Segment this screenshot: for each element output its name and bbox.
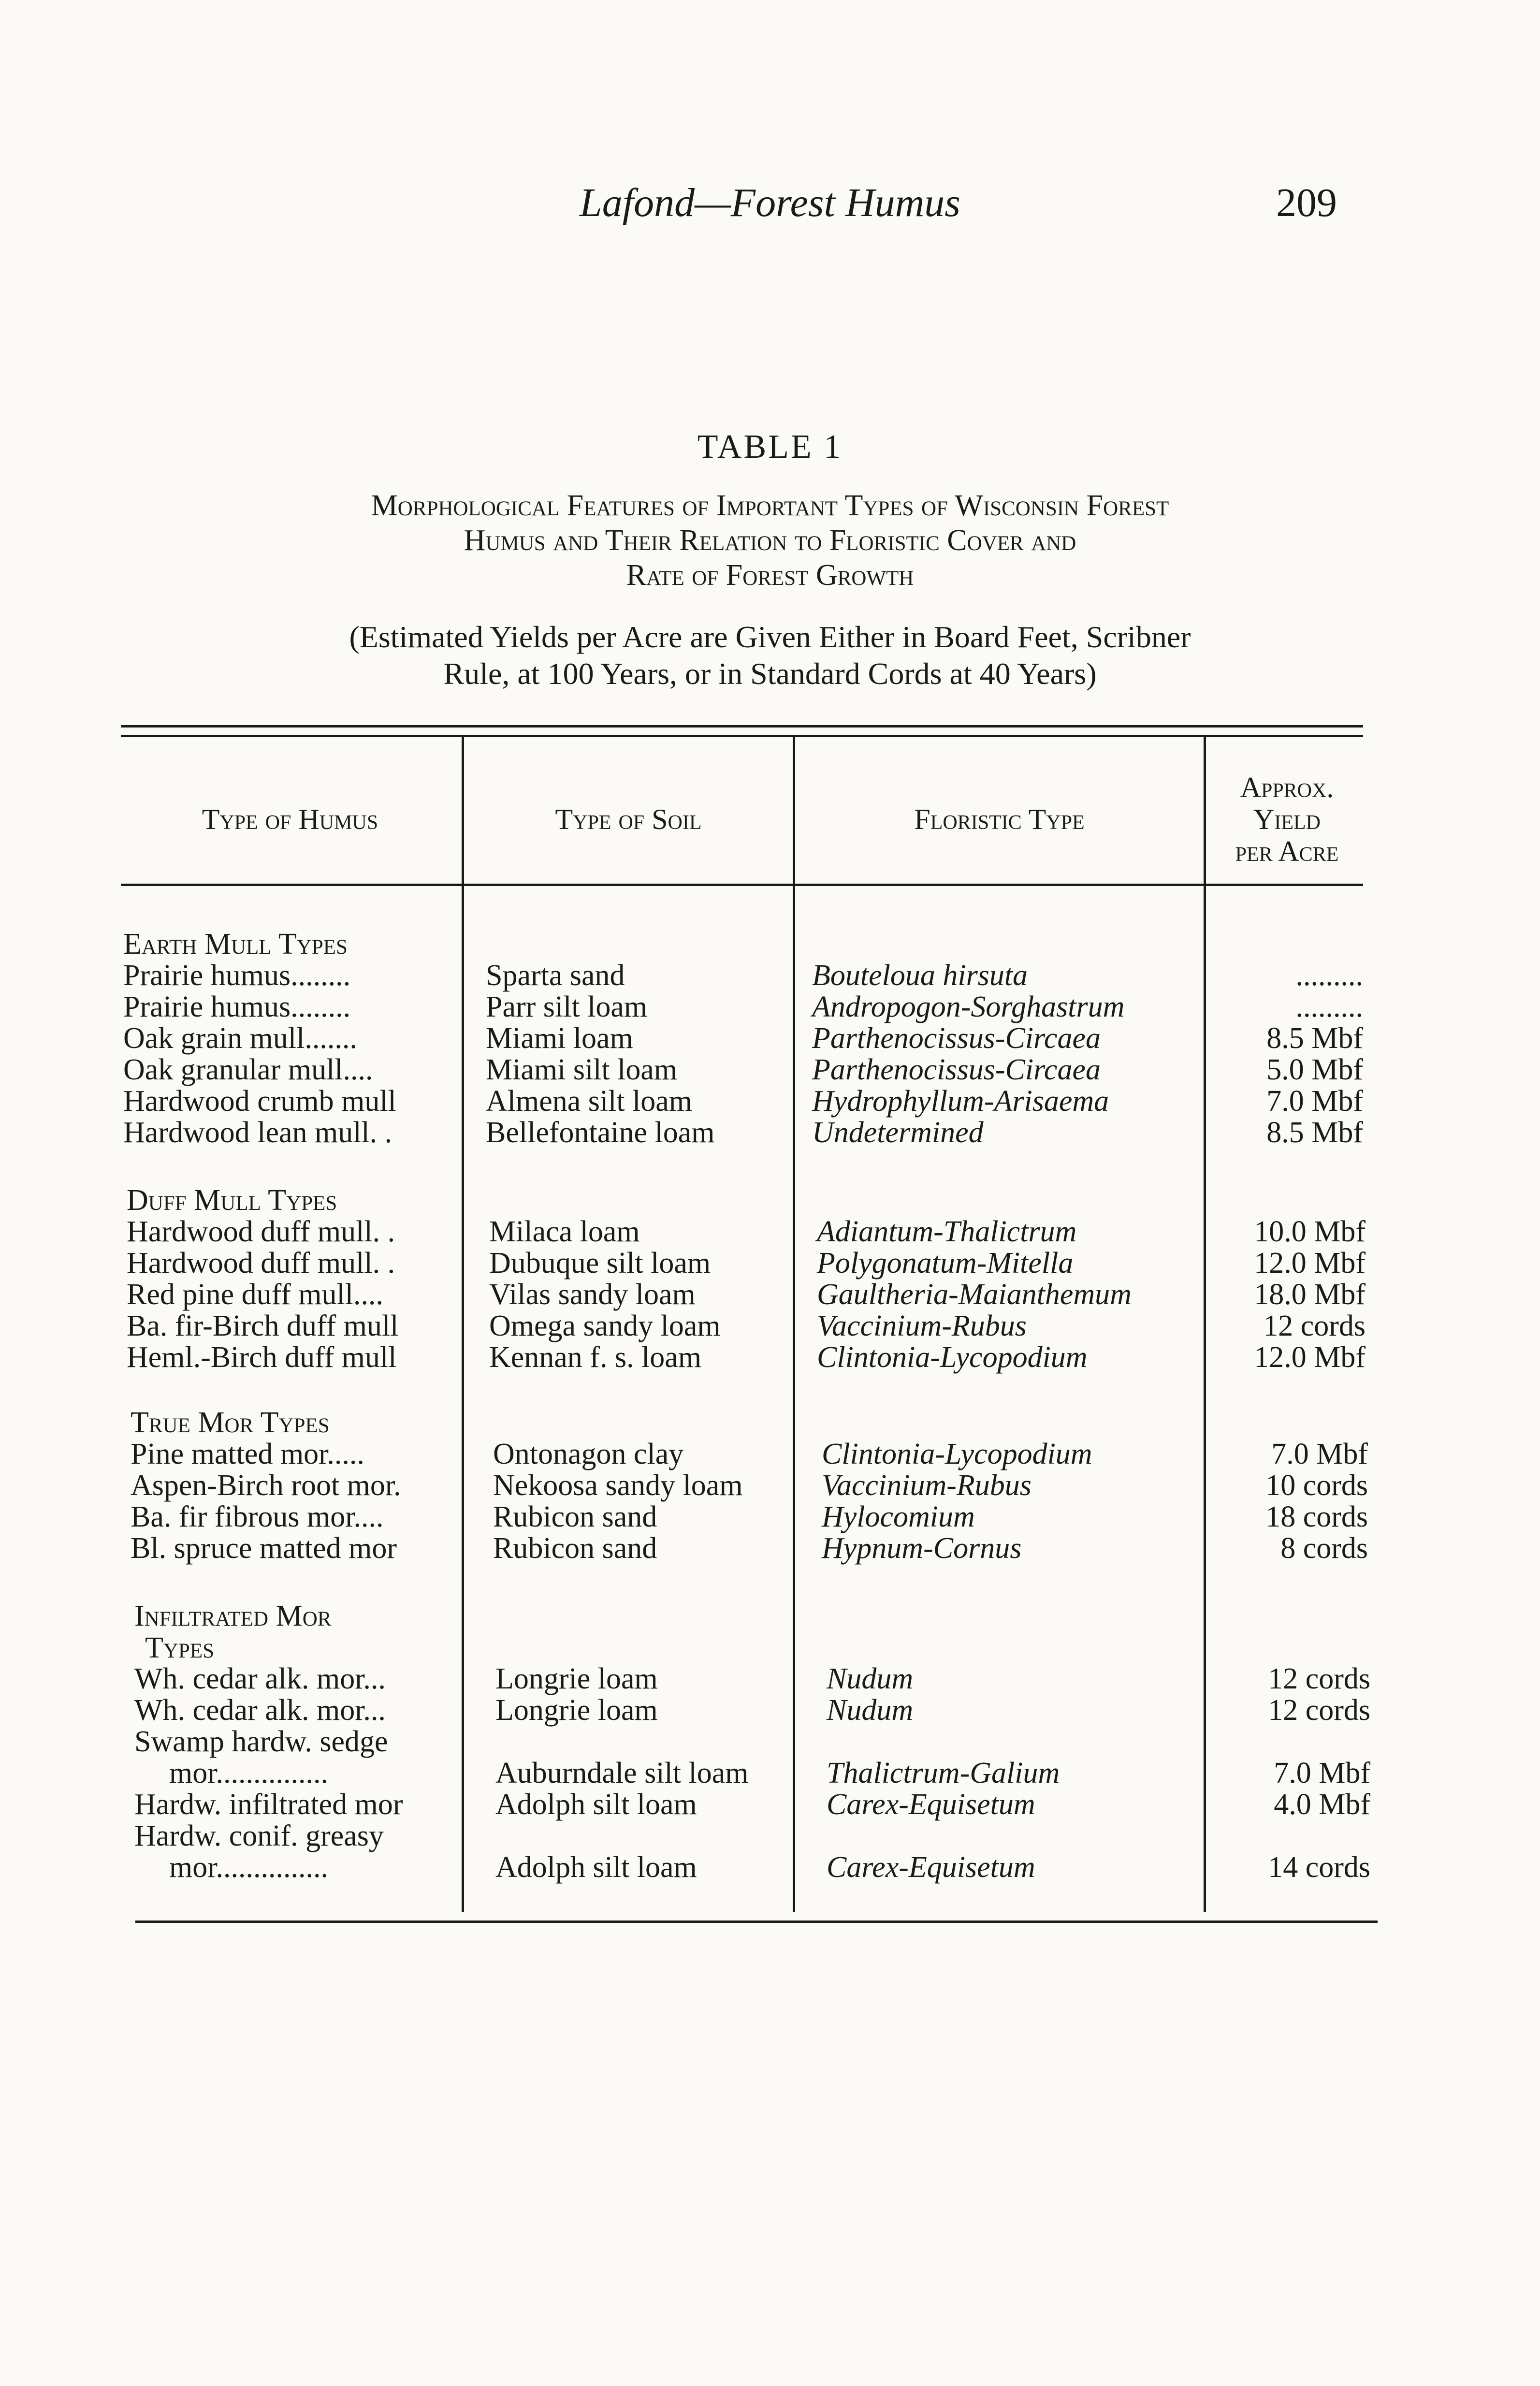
cell-yield: 7.0 Mbf <box>1274 1757 1370 1790</box>
cell-humus: Wh. cedar alk. mor... <box>134 1662 386 1695</box>
cell-humus: Hardwood crumb mull <box>123 1085 396 1118</box>
cell-humus: Hardw. conif. greasy <box>134 1819 384 1852</box>
header-label: per Acre <box>1235 835 1339 867</box>
cell-floristic: Hylocomium <box>822 1500 975 1533</box>
cell-yield: 18.0 Mbf <box>1254 1278 1366 1311</box>
cell-yield: 12 cords <box>1268 1694 1370 1727</box>
cell-humus: Prairie humus........ <box>123 990 351 1023</box>
table-top-rule <box>121 725 1363 727</box>
running-title: Lafond—Forest Humus <box>580 180 960 225</box>
page-number: 209 <box>1276 180 1337 225</box>
cell-floristic: Gaultheria-Maianthemum <box>817 1278 1132 1311</box>
cell-soil: Vilas sandy loam <box>489 1278 696 1311</box>
cell-humus: Oak granular mull.... <box>123 1053 373 1086</box>
group-heading: Earth Mull Types <box>123 928 348 960</box>
header-bottom-rule <box>121 884 1363 886</box>
cell-yield: ......... <box>1295 990 1363 1023</box>
caption-line: Morphological Features of Important Types of Wisconsin Forest <box>371 489 1169 522</box>
cell-soil: Omega sandy loam <box>489 1309 721 1342</box>
cell-yield: 5.0 Mbf <box>1266 1053 1363 1086</box>
cell-soil: Bellefontaine loam <box>486 1116 715 1149</box>
column-divider <box>1204 737 1206 1912</box>
cell-floristic: Hydrophyllum-Arisaema <box>812 1085 1109 1118</box>
group-heading: Infiltrated Mor <box>134 1600 332 1632</box>
cell-soil: Dubuque silt loam <box>489 1247 711 1280</box>
cell-soil: Almena silt loam <box>486 1085 693 1118</box>
cell-humus: Red pine duff mull.... <box>127 1278 383 1311</box>
cell-floristic: Vaccinium-Rubus <box>817 1309 1027 1342</box>
cell-humus: Aspen-Birch root mor. <box>131 1469 401 1502</box>
cell-floristic: Clintonia-Lycopodium <box>822 1438 1092 1470</box>
cell-yield: 12.0 Mbf <box>1254 1247 1366 1280</box>
header-label: Floristic Type <box>914 803 1085 835</box>
group-heading: Duff Mull Types <box>127 1184 337 1217</box>
caption-line: Humus and Their Relation to Floristic Cover and <box>464 524 1076 557</box>
header-label: Type of Soil <box>555 803 702 835</box>
caption-line: Rate of Forest Growth <box>626 559 914 592</box>
group-heading: True Mor Types <box>131 1406 330 1439</box>
cell-soil: Rubicon sand <box>493 1500 657 1533</box>
cell-soil: Rubicon sand <box>493 1532 657 1565</box>
table-label: TABLE 1 <box>697 428 843 466</box>
cell-soil: Nekoosa sandy loam <box>493 1469 743 1502</box>
cell-soil: Ontonagon clay <box>493 1438 684 1470</box>
cell-floristic: Nudum <box>827 1662 914 1695</box>
cell-humus: Pine matted mor..... <box>131 1438 364 1470</box>
cell-floristic: Parthenocissus-Circaea <box>812 1022 1101 1055</box>
cell-yield: 12 cords <box>1268 1662 1370 1695</box>
cell-floristic: Andropogon-Sorghastrum <box>812 990 1125 1023</box>
cell-soil: Adolph silt loam <box>495 1788 697 1821</box>
cell-soil: Parr silt loam <box>486 990 648 1023</box>
cell-soil: Auburndale silt loam <box>495 1757 749 1790</box>
cell-humus: Swamp hardw. sedge <box>134 1725 388 1758</box>
cell-yield: 8.5 Mbf <box>1266 1116 1363 1149</box>
cell-floristic: Parthenocissus-Circaea <box>812 1053 1101 1086</box>
header-label: Approx. <box>1240 771 1334 803</box>
cell-floristic: Carex-Equisetum <box>827 1851 1035 1884</box>
cell-humus: mor............... <box>169 1851 328 1884</box>
header-label: Yield <box>1253 803 1321 835</box>
cell-floristic: Hypnum-Cornus <box>822 1532 1022 1565</box>
cell-floristic: Vaccinium-Rubus <box>822 1469 1032 1502</box>
header-type-of-humus <box>121 759 459 880</box>
table-caption <box>126 488 1414 593</box>
cell-yield: 7.0 Mbf <box>1266 1085 1363 1118</box>
cell-floristic: Polygonatum-Mitella <box>817 1247 1074 1280</box>
cell-humus: Bl. spruce matted mor <box>131 1532 397 1565</box>
column-divider <box>462 737 464 1912</box>
cell-yield: 8 cords <box>1280 1532 1368 1565</box>
cell-floristic: Adiantum-Thalictrum <box>817 1215 1077 1248</box>
subcaption-line: Rule, at 100 Years, or in Standard Cords at 40 Years) <box>443 656 1097 691</box>
cell-yield: ......... <box>1295 959 1363 992</box>
cell-yield: 14 cords <box>1268 1851 1370 1884</box>
cell-soil: Miami silt loam <box>486 1053 678 1086</box>
cell-yield: 8.5 Mbf <box>1266 1022 1363 1055</box>
header-label: Type of Humus <box>202 803 378 835</box>
cell-floristic: Undetermined <box>812 1116 984 1149</box>
cell-floristic: Clintonia-Lycopodium <box>817 1341 1088 1374</box>
cell-humus: Ba. fir fibrous mor.... <box>131 1500 384 1533</box>
cell-floristic: Carex-Equisetum <box>827 1788 1035 1821</box>
header-floristic-type <box>795 759 1204 880</box>
table-bottom-rule <box>135 1920 1378 1923</box>
cell-soil: Longrie loam <box>495 1694 658 1727</box>
cell-yield: 12 cords <box>1263 1309 1366 1342</box>
cell-humus: Hardwood duff mull. . <box>127 1215 395 1248</box>
cell-yield: 7.0 Mbf <box>1271 1438 1368 1470</box>
cell-humus: Hardwood lean mull. . <box>123 1116 392 1149</box>
header-type-of-soil <box>464 759 793 880</box>
subcaption-line: (Estimated Yields per Acre are Given Either in Board Feet, Scribner <box>349 620 1191 654</box>
cell-soil: Sparta sand <box>486 959 625 992</box>
cell-humus: mor............... <box>169 1757 328 1790</box>
cell-humus: Ba. fir-Birch duff mull <box>127 1309 399 1342</box>
cell-soil: Kennan f. s. loam <box>489 1341 702 1374</box>
cell-humus: Oak grain mull....... <box>123 1022 357 1055</box>
cell-soil: Milaca loam <box>489 1215 640 1248</box>
cell-humus: Wh. cedar alk. mor... <box>134 1694 386 1727</box>
table-top-rule-2 <box>121 735 1363 737</box>
cell-humus: Prairie humus........ <box>123 959 351 992</box>
cell-yield: 12.0 Mbf <box>1254 1341 1366 1374</box>
cell-humus: Heml.-Birch duff mull <box>127 1341 397 1374</box>
table-subcaption <box>145 619 1395 692</box>
cell-floristic: Nudum <box>827 1694 914 1727</box>
group-heading: Types <box>145 1631 215 1664</box>
cell-humus: Hardwood duff mull. . <box>127 1247 395 1280</box>
cell-soil: Adolph silt loam <box>495 1851 697 1884</box>
cell-yield: 10 cords <box>1265 1469 1368 1502</box>
header-approx-yield <box>1206 759 1368 880</box>
cell-floristic: Thalictrum-Galium <box>827 1757 1060 1790</box>
cell-soil: Miami loam <box>486 1022 633 1055</box>
cell-floristic: Bouteloua hirsuta <box>812 959 1028 992</box>
column-divider <box>793 737 795 1912</box>
cell-soil: Longrie loam <box>495 1662 658 1695</box>
cell-yield: 10.0 Mbf <box>1254 1215 1366 1248</box>
cell-humus: Hardw. infiltrated mor <box>134 1788 403 1821</box>
cell-yield: 4.0 Mbf <box>1274 1788 1370 1821</box>
cell-yield: 18 cords <box>1265 1500 1368 1533</box>
